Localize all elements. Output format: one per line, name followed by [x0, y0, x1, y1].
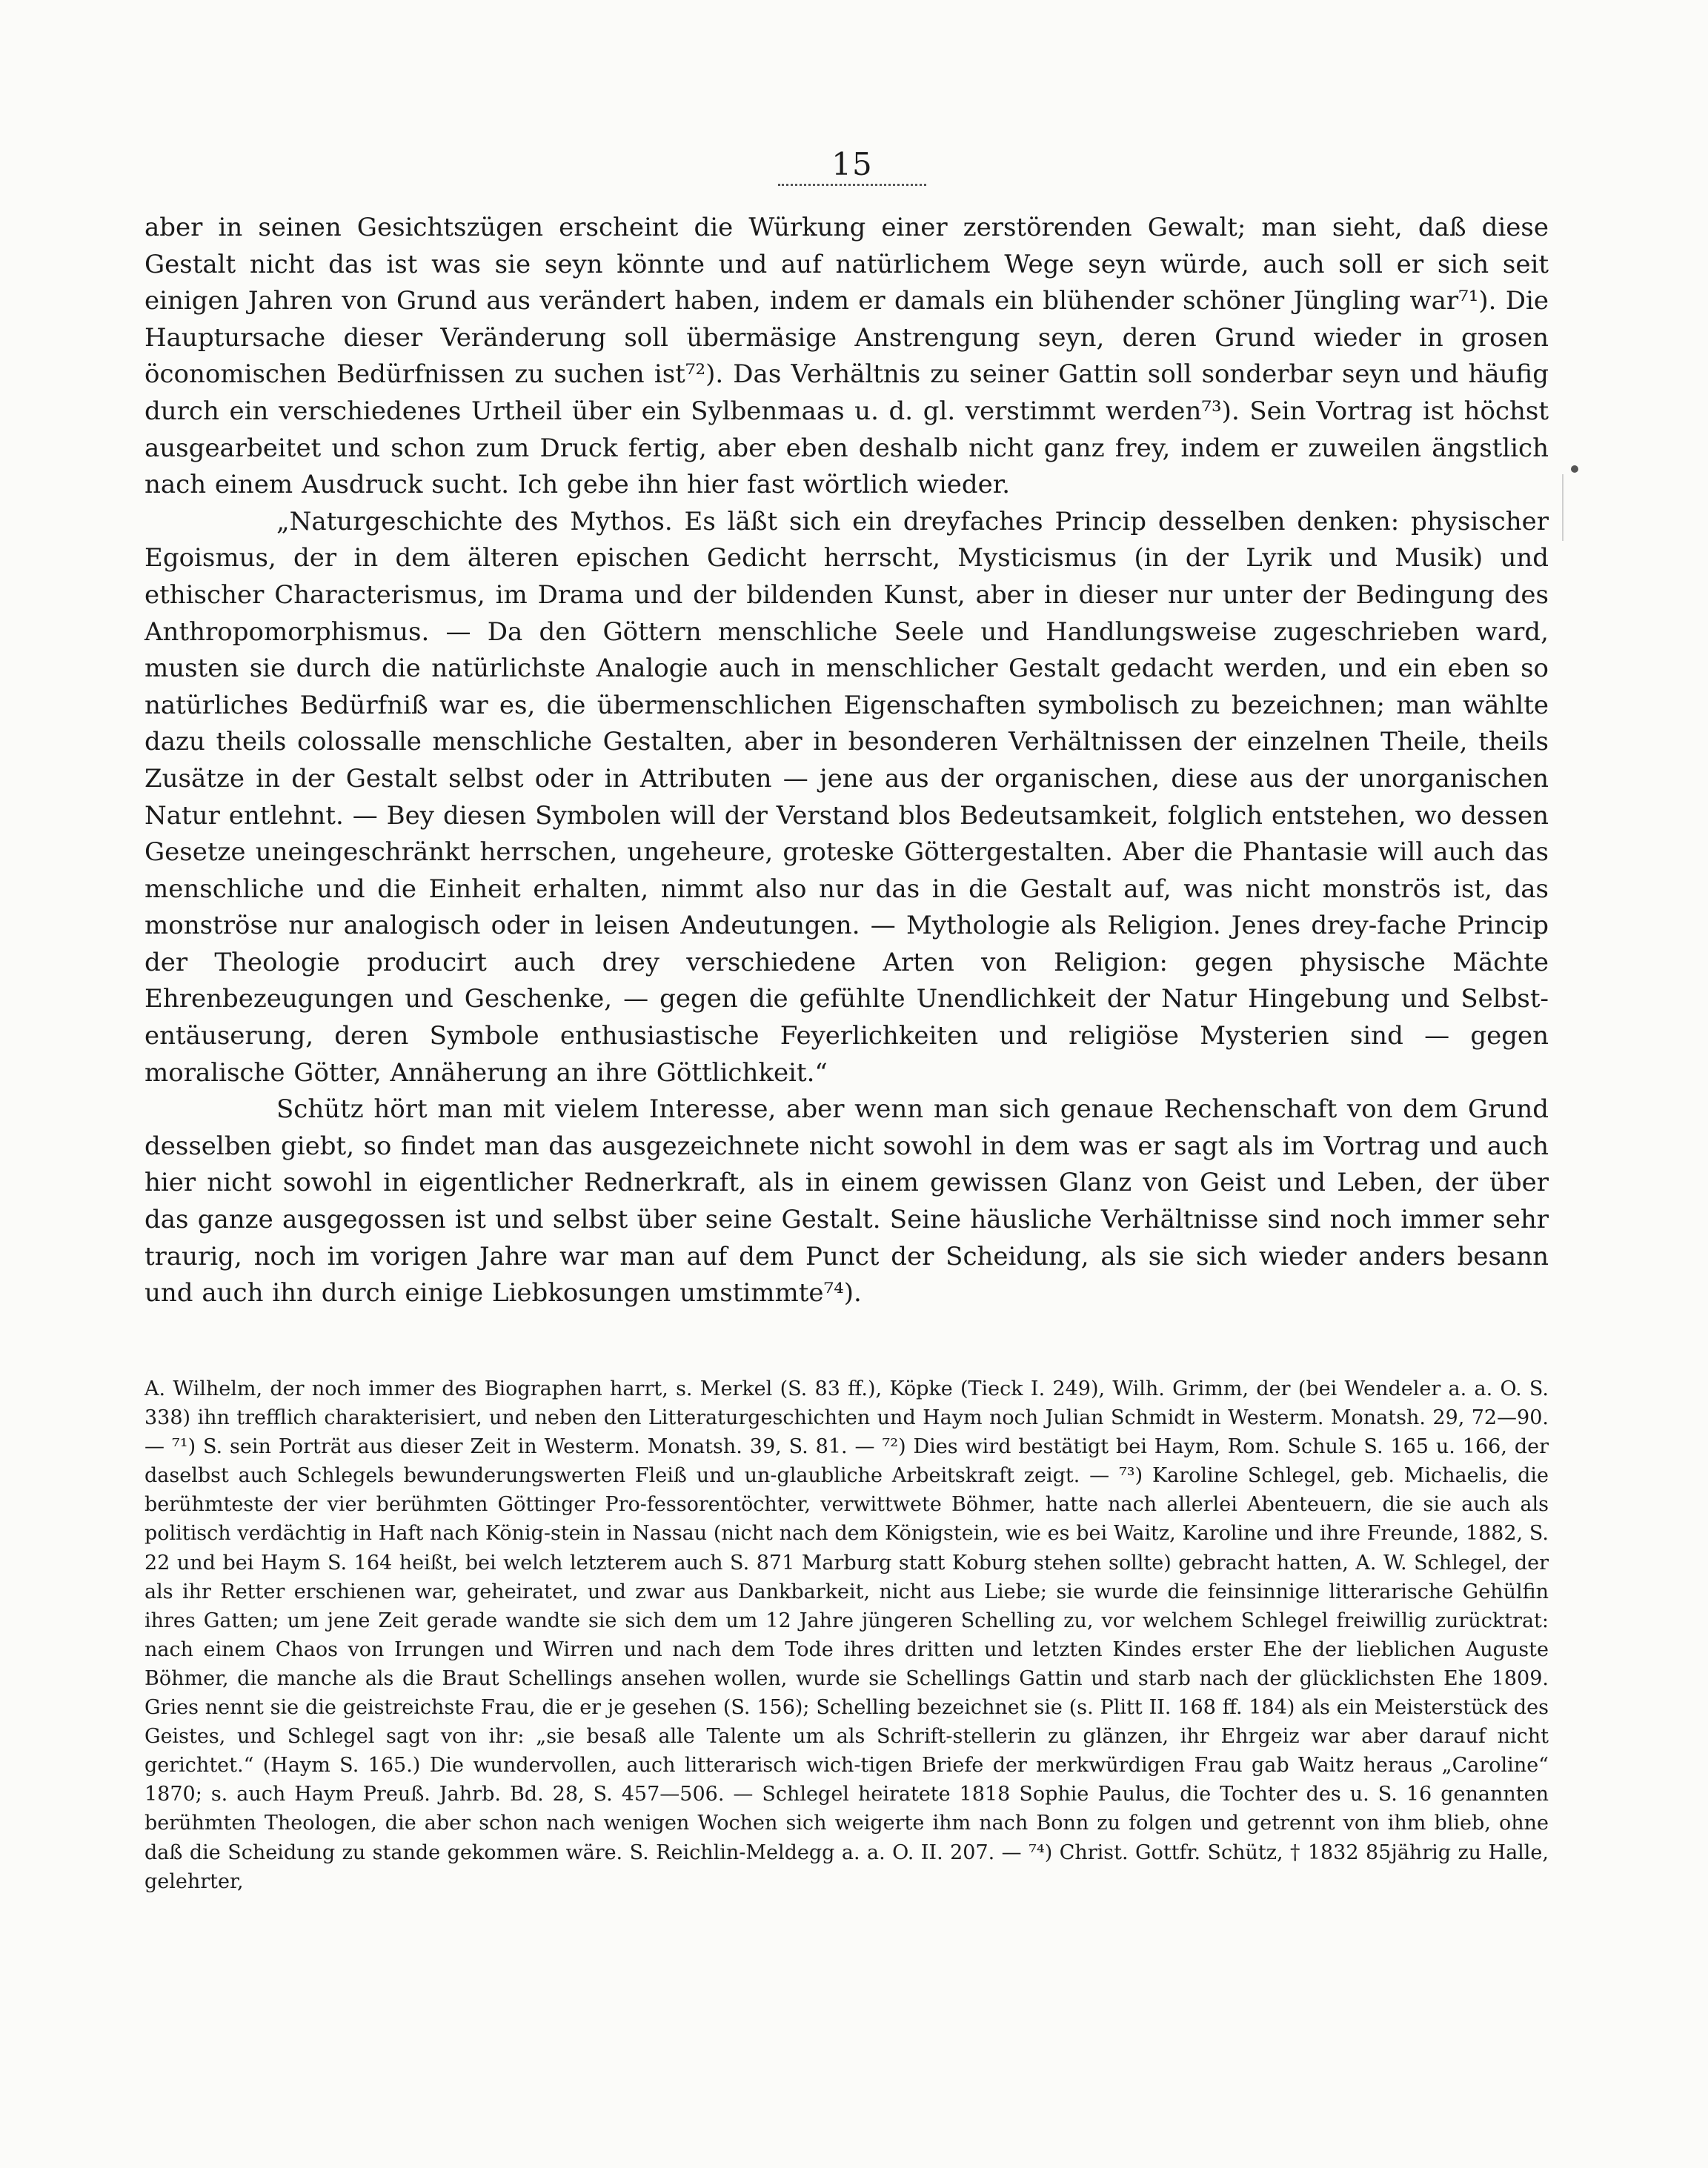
- paragraph-schuetz: Schütz hört man mit vielem Interesse, aber wenn man sich genaue Rechenschaft von dem Grund desselben giebt, so findet man das ausgezeichnete nicht sowohl in dem was er sagt als im Vortrag und auch hier nicht sowohl in eigentlicher Rednerkraft, als in einem gewissen Glanz von Geist und Leben, der über das ganze ausgegossen ist und selbst über seine Gestalt. Seine häusliche Verhältnisse sind noch immer sehr traurig, noch im vorigen Jahre war man auf dem Punct der Scheidung, als sie sich wieder anders besann und auch ihn durch einige Liebkosungen umstimmte⁷⁴).: [144, 1094, 1549, 1309]
- page-number: 15: [831, 146, 873, 182]
- main-body-text: [144, 210, 1549, 1312]
- margin-dot: [1571, 465, 1578, 473]
- page-number-ornament: [778, 184, 926, 192]
- footnote-text: A. Wilhelm, der noch immer des Biographen harrt, s. Merkel (S. 83 ff.), Köpke (Tieck I. 249), Wilh. Grimm, der (bei Wendeler a. a. O. S. 338) ihn trefflich charakterisiert, und neben den Litteraturgeschichten und Haym noch Julian Schmidt in Westerm. Monatsh. 29, 72—90. — ⁷¹) S. sein Porträt aus dieser Zeit in Westerm. Monatsh. 39, S. 81. — ⁷²) Dies wird bestätigt bei Haym, Rom. Schule S. 165 u. 166, der daselbst auch Schlegels bewunderungswerten Fleiß und un-glaubliche Arbeitskraft zeigt. — ⁷³) Karoline Schlegel, geb. Michaelis, die berühmteste der vier berühmten Göttinger Pro-fessorentöchter, verwittwete Böhmer, hatte nach allerlei Abenteuern, die sie auch als politisch verdächtig in Haft nach König-stein in Nassau (nicht nach dem Königstein, wie es bei Waitz, Karoline und ihre Freunde, 1882, S. 22 und bei Haym S. 164 heißt, bei welch letzterem auch S. 871 Marburg statt Koburg stehen sollte) gebracht hatten, A. W. Schlegel, der als ihr Retter erschienen war, geheiratet, und zwar aus Dankbarkeit, nicht aus Liebe; sie wurde die feinsinnige litterarische Gehülfin ihres Gatten; um jene Zeit gerade wandte sie sich dem um 12 Jahre jüngeren Schelling zu, vor welchem Schlegel freiwillig zurücktrat: nach einem Chaos von Irrungen und Wirren und nach dem Tode ihres dritten und letzten Kindes erster Ehe der lieblichen Auguste Böhmer, die manche als die Braut Schellings ansehen wollen, wurde sie Schellings Gattin und starb nach der glücklichsten Ehe 1809. Gries nennt sie die geistreichste Frau, die er je gesehen (S. 156); Schelling bezeichnet sie (s. Plitt II. 168 ff. 184) als ein Meisterstück des Geistes, und Schlegel sagt von ihr: „sie besaß alle Talente um als Schrift-stellerin zu glänzen, ihr Ehrgeiz war aber darauf nicht gerichtet.“ (Haym S. 165.) Die wundervollen, auch litterarisch wich-tigen Briefe der merkwürdigen Frau gab Waitz heraus „Caroline“ 1870; s. auch Haym Preuß. Jahrb. Bd. 28, S. 457—506. — Schlegel heiratete 1818 Sophie Paulus, die Tochter des u. S. 16 genannten berühmten Theologen, die aber schon nach wenigen Wochen sich weigerte ihm nach Bonn zu folgen und getrennt von ihm blieb, ohne daß die Scheidung zu stande gekommen wäre. S. Reichlin-Meldegg a. a. O. II. 207. — ⁷⁴) Christ. Gottfr. Schütz, † 1832 85jährig zu Halle, gelehrter,: [144, 1377, 1549, 1893]
- footnotes-section: [144, 1374, 1549, 1896]
- margin-bleed-mark: [1562, 474, 1564, 541]
- paragraph-continuation: aber in seinen Gesichtszügen erscheint die Würkung einer zerstörenden Gewalt; man sieht, daß diese Gestalt nicht das ist was sie seyn könnte und auf natürlichem Wege seyn würde, auch soll er sich seit einigen Jahren von Grund aus verändert haben, indem er damals ein blühender schöner Jüngling war⁷¹). Die Hauptursache dieser Veränderung soll übermäsige Anstrengung seyn, deren Grund wieder in grosen öconomischen Bedürfnissen zu suchen ist⁷²). Das Verhältnis zu seiner Gattin soll sonderbar seyn und häufig durch ein verschiedenes Urtheil über ein Sylbenmaas u. d. gl. verstimmt werden⁷³). Sein Vortrag ist höchst ausgearbeitet und schon zum Druck fertig, aber eben deshalb nicht ganz frey, indem er zuweilen ängstlich nach einem Ausdruck sucht. Ich gebe ihn hier fast wörtlich wieder.: [144, 213, 1549, 500]
- paragraph-lecture-quote: „Naturgeschichte des Mythos. Es läßt sich ein dreyfaches Princip desselben denken: physischer Egoismus, der in dem älteren epischen Gedicht herrscht, Mysticismus (in der Lyrik und Musik) und ethischer Characterismus, im Drama und der bildenden Kunst, aber in dieser nur unter der Bedingung des Anthropomorphismus. — Da den Göttern menschliche Seele und Handlungsweise zugeschrieben ward, musten sie durch die natürlichste Analogie auch in menschlicher Gestalt gedacht werden, und ein eben so natürliches Bedürfniß war es, die übermenschlichen Eigenschaften symbolisch zu bezeichnen; man wählte dazu theils colossalle menschliche Gestalten, aber in besonderen Verhältnissen der einzelnen Theile, theils Zusätze in der Gestalt selbst oder in Attributen — jene aus der organischen, diese aus der unorganischen Natur entlehnt. — Bey diesen Symbolen will der Verstand blos Bedeutsamkeit, folglich entstehen, wo dessen Gesetze uneingeschränkt herrschen, ungeheure, groteske Göttergestalten. Aber die Phantasie will auch das menschliche und die Einheit erhalten, nimmt also nur das in die Gestalt auf, was nicht monströs ist, das monströse nur analogisch oder in leisen Andeutungen. — Mythologie als Religion. Jenes drey-fache Princip der Theologie producirt auch drey verschiedene Arten von Religion: gegen physische Mächte Ehrenbezeugungen und Geschenke, — gegen die gefühlte Unendlichkeit der Natur Hingebung und Selbst-entäuserung, deren Symbole enthusiastische Feyerlichkeiten und religiöse Mysterien sind — gegen moralische Götter, Annäherung an ihre Göttlichkeit.“: [144, 506, 1549, 1088]
